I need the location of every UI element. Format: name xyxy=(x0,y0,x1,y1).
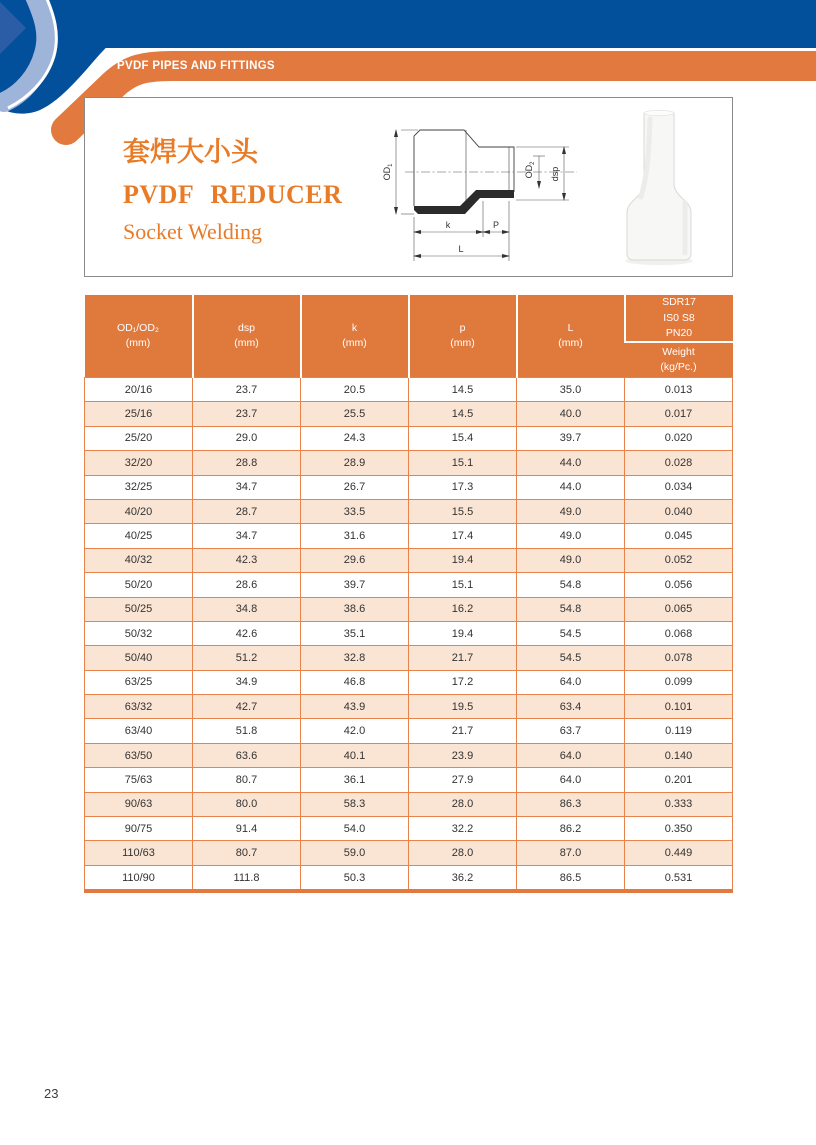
table-row xyxy=(85,646,733,670)
cell-dsp: 34.7 xyxy=(193,524,301,548)
cell-dsp: 28.8 xyxy=(193,451,301,475)
cell-dsp: 80.7 xyxy=(193,768,301,792)
dim-label-l: L xyxy=(458,244,464,254)
spec-table xyxy=(84,295,733,893)
cell-od: 50/20 xyxy=(85,573,193,597)
col-header-dsp xyxy=(193,295,301,378)
cell-od: 25/16 xyxy=(85,402,193,426)
col-header-od xyxy=(85,295,193,378)
cell-od: 50/25 xyxy=(85,597,193,621)
cell-dsp: 23.7 xyxy=(193,402,301,426)
table-row xyxy=(85,621,733,645)
cell-weight: 0.028 xyxy=(625,451,733,475)
cell-l: 39.7 xyxy=(517,426,625,450)
cell-p: 15.4 xyxy=(409,426,517,450)
cell-weight: 0.052 xyxy=(625,548,733,572)
banner-title: PVDF PIPES AND FITTINGS xyxy=(117,60,275,72)
dim-label-k: k xyxy=(445,220,451,230)
cell-dsp: 42.3 xyxy=(193,548,301,572)
cell-k: 38.6 xyxy=(301,597,409,621)
page-number: 23 xyxy=(44,1086,59,1101)
cell-p: 17.4 xyxy=(409,524,517,548)
col-unit: (mm) xyxy=(125,337,151,349)
dim-label-p: P xyxy=(492,220,500,230)
inner-wall xyxy=(414,190,514,214)
cell-p: 28.0 xyxy=(409,792,517,816)
cell-dsp: 80.0 xyxy=(193,792,301,816)
cell-p: 27.9 xyxy=(409,768,517,792)
col-unit: (mm) xyxy=(450,337,475,349)
cell-od: 25/20 xyxy=(85,426,193,450)
cell-k: 29.6 xyxy=(301,548,409,572)
cell-l: 64.0 xyxy=(517,768,625,792)
cell-k: 24.3 xyxy=(301,426,409,450)
cell-weight: 0.056 xyxy=(625,573,733,597)
cell-l: 54.8 xyxy=(517,597,625,621)
product-title-cn: 套焊大小头 xyxy=(123,137,258,168)
cell-k: 46.8 xyxy=(301,670,409,694)
cell-dsp: 34.9 xyxy=(193,670,301,694)
cell-l: 54.8 xyxy=(517,573,625,597)
cell-od: 90/63 xyxy=(85,792,193,816)
cell-od: 63/32 xyxy=(85,695,193,719)
cell-dsp: 51.2 xyxy=(193,646,301,670)
table-header xyxy=(85,295,733,378)
cell-l: 87.0 xyxy=(517,841,625,865)
cell-k: 40.1 xyxy=(301,743,409,767)
table-row xyxy=(85,524,733,548)
cell-k: 25.5 xyxy=(301,402,409,426)
cell-p: 19.4 xyxy=(409,621,517,645)
cell-p: 23.9 xyxy=(409,743,517,767)
cell-od: 63/25 xyxy=(85,670,193,694)
cell-dsp: 80.7 xyxy=(193,841,301,865)
cell-dsp: 42.7 xyxy=(193,695,301,719)
cell-weight: 0.065 xyxy=(625,597,733,621)
cell-k: 36.1 xyxy=(301,768,409,792)
cell-l: 54.5 xyxy=(517,646,625,670)
cell-weight: 0.140 xyxy=(625,743,733,767)
cell-p: 14.5 xyxy=(409,402,517,426)
weight-label: Weight xyxy=(662,345,695,358)
col-unit: (mm) xyxy=(558,337,583,349)
cell-l: 86.5 xyxy=(517,865,625,891)
table-row xyxy=(85,865,733,891)
cell-od: 63/40 xyxy=(85,719,193,743)
table-body xyxy=(85,378,733,892)
cell-k: 35.1 xyxy=(301,621,409,645)
cell-l: 40.0 xyxy=(517,402,625,426)
col-label: p xyxy=(459,321,466,334)
cell-l: 64.0 xyxy=(517,743,625,767)
table-row xyxy=(85,743,733,767)
col-header-l xyxy=(517,295,625,378)
cell-k: 39.7 xyxy=(301,573,409,597)
cell-l: 63.7 xyxy=(517,719,625,743)
cell-dsp: 91.4 xyxy=(193,817,301,841)
cell-k: 54.0 xyxy=(301,817,409,841)
col-label: OD₁/OD₂ xyxy=(116,321,160,334)
col-unit: (mm) xyxy=(234,337,259,349)
table-row xyxy=(85,499,733,523)
cell-weight: 0.068 xyxy=(625,621,733,645)
dim-label-dsp: dsp xyxy=(550,166,560,182)
cell-l: 49.0 xyxy=(517,524,625,548)
cell-l: 49.0 xyxy=(517,548,625,572)
cell-p: 16.2 xyxy=(409,597,517,621)
cell-dsp: 28.6 xyxy=(193,573,301,597)
col-header-p xyxy=(409,295,517,378)
dim-label-od2: $OD_2$ xyxy=(524,161,536,179)
cell-p: 28.0 xyxy=(409,841,517,865)
cell-k: 50.3 xyxy=(301,865,409,891)
cell-od: 40/32 xyxy=(85,548,193,572)
cell-od: 32/20 xyxy=(85,451,193,475)
spec-line: PN20 xyxy=(665,326,693,339)
col-label: dsp xyxy=(238,321,255,334)
cell-p: 17.2 xyxy=(409,670,517,694)
table-row xyxy=(85,597,733,621)
cell-od: 20/16 xyxy=(85,378,193,402)
col-unit: (mm) xyxy=(342,337,367,349)
cell-l: 63.4 xyxy=(517,695,625,719)
table-row xyxy=(85,426,733,450)
cell-weight: 0.099 xyxy=(625,670,733,694)
cell-weight: 0.101 xyxy=(625,695,733,719)
cell-p: 14.5 xyxy=(409,378,517,402)
product-subtitle: Socket Welding xyxy=(123,219,262,244)
cell-weight: 0.350 xyxy=(625,817,733,841)
cell-k: 26.7 xyxy=(301,475,409,499)
cell-k: 58.3 xyxy=(301,792,409,816)
cell-weight: 0.034 xyxy=(625,475,733,499)
cell-weight: 0.078 xyxy=(625,646,733,670)
cell-dsp: 34.7 xyxy=(193,475,301,499)
reducer-technical-drawing xyxy=(381,104,596,270)
cell-dsp: 23.7 xyxy=(193,378,301,402)
cell-l: 86.2 xyxy=(517,817,625,841)
cell-dsp: 51.8 xyxy=(193,719,301,743)
cell-p: 15.1 xyxy=(409,573,517,597)
cell-weight: 0.020 xyxy=(625,426,733,450)
cell-dsp: 34.8 xyxy=(193,597,301,621)
table-row xyxy=(85,695,733,719)
cell-dsp: 28.7 xyxy=(193,499,301,523)
cell-weight: 0.333 xyxy=(625,792,733,816)
cell-dsp: 63.6 xyxy=(193,743,301,767)
cell-od: 110/90 xyxy=(85,865,193,891)
table-row xyxy=(85,670,733,694)
weight-unit: (kg/Pc.) xyxy=(660,361,697,374)
cell-p: 15.5 xyxy=(409,499,517,523)
cell-k: 43.9 xyxy=(301,695,409,719)
product-title-en: PVDF REDUCER xyxy=(123,180,343,209)
cell-od: 40/25 xyxy=(85,524,193,548)
cell-od: 110/63 xyxy=(85,841,193,865)
col-label: L xyxy=(567,321,574,334)
cell-k: 20.5 xyxy=(301,378,409,402)
spec-standard-header xyxy=(625,295,733,342)
table-row xyxy=(85,378,733,402)
cell-l: 44.0 xyxy=(517,451,625,475)
cell-k: 33.5 xyxy=(301,499,409,523)
weight-header xyxy=(625,342,733,377)
product-titles xyxy=(123,130,342,245)
table-row xyxy=(85,817,733,841)
cell-weight: 0.040 xyxy=(625,499,733,523)
cell-k: 28.9 xyxy=(301,451,409,475)
cell-weight: 0.119 xyxy=(625,719,733,743)
cell-l: 35.0 xyxy=(517,378,625,402)
cell-dsp: 111.8 xyxy=(193,865,301,891)
cell-p: 15.1 xyxy=(409,451,517,475)
cell-p: 36.2 xyxy=(409,865,517,891)
table-row xyxy=(85,768,733,792)
cell-k: 32.8 xyxy=(301,646,409,670)
table-row xyxy=(85,451,733,475)
cell-weight: 0.045 xyxy=(625,524,733,548)
table-row xyxy=(85,841,733,865)
reducer-fitting-shape xyxy=(627,111,691,260)
cell-l: 54.5 xyxy=(517,621,625,645)
cell-weight: 0.201 xyxy=(625,768,733,792)
table-row xyxy=(85,719,733,743)
cell-l: 44.0 xyxy=(517,475,625,499)
cell-p: 32.2 xyxy=(409,817,517,841)
cell-od: 32/25 xyxy=(85,475,193,499)
cell-dsp: 29.0 xyxy=(193,426,301,450)
cell-od: 40/20 xyxy=(85,499,193,523)
cell-p: 19.5 xyxy=(409,695,517,719)
cell-l: 86.3 xyxy=(517,792,625,816)
table-row xyxy=(85,573,733,597)
spec-line: IS0 S8 xyxy=(663,311,695,324)
cell-weight: 0.531 xyxy=(625,865,733,891)
cell-l: 64.0 xyxy=(517,670,625,694)
cell-weight: 0.013 xyxy=(625,378,733,402)
cell-od: 75/63 xyxy=(85,768,193,792)
table-row xyxy=(85,792,733,816)
cell-od: 63/50 xyxy=(85,743,193,767)
cell-k: 59.0 xyxy=(301,841,409,865)
fitting-opening xyxy=(644,110,674,115)
cell-weight: 0.017 xyxy=(625,402,733,426)
cell-k: 42.0 xyxy=(301,719,409,743)
col-header-k xyxy=(301,295,409,378)
col-label: k xyxy=(351,321,358,334)
table-row xyxy=(85,475,733,499)
product-info-box xyxy=(84,97,733,277)
cell-od: 50/32 xyxy=(85,621,193,645)
cell-k: 31.6 xyxy=(301,524,409,548)
cell-l: 49.0 xyxy=(517,499,625,523)
cell-p: 17.3 xyxy=(409,475,517,499)
table-row xyxy=(85,548,733,572)
cell-weight: 0.449 xyxy=(625,841,733,865)
cell-od: 90/75 xyxy=(85,817,193,841)
dim-label-od1: $OD_1$ xyxy=(382,163,394,181)
cell-p: 19.4 xyxy=(409,548,517,572)
table-row xyxy=(85,402,733,426)
product-photo xyxy=(597,103,732,269)
cell-od: 50/40 xyxy=(85,646,193,670)
cell-p: 21.7 xyxy=(409,646,517,670)
cell-dsp: 42.6 xyxy=(193,621,301,645)
cell-p: 21.7 xyxy=(409,719,517,743)
spec-line: SDR17 xyxy=(662,296,696,309)
